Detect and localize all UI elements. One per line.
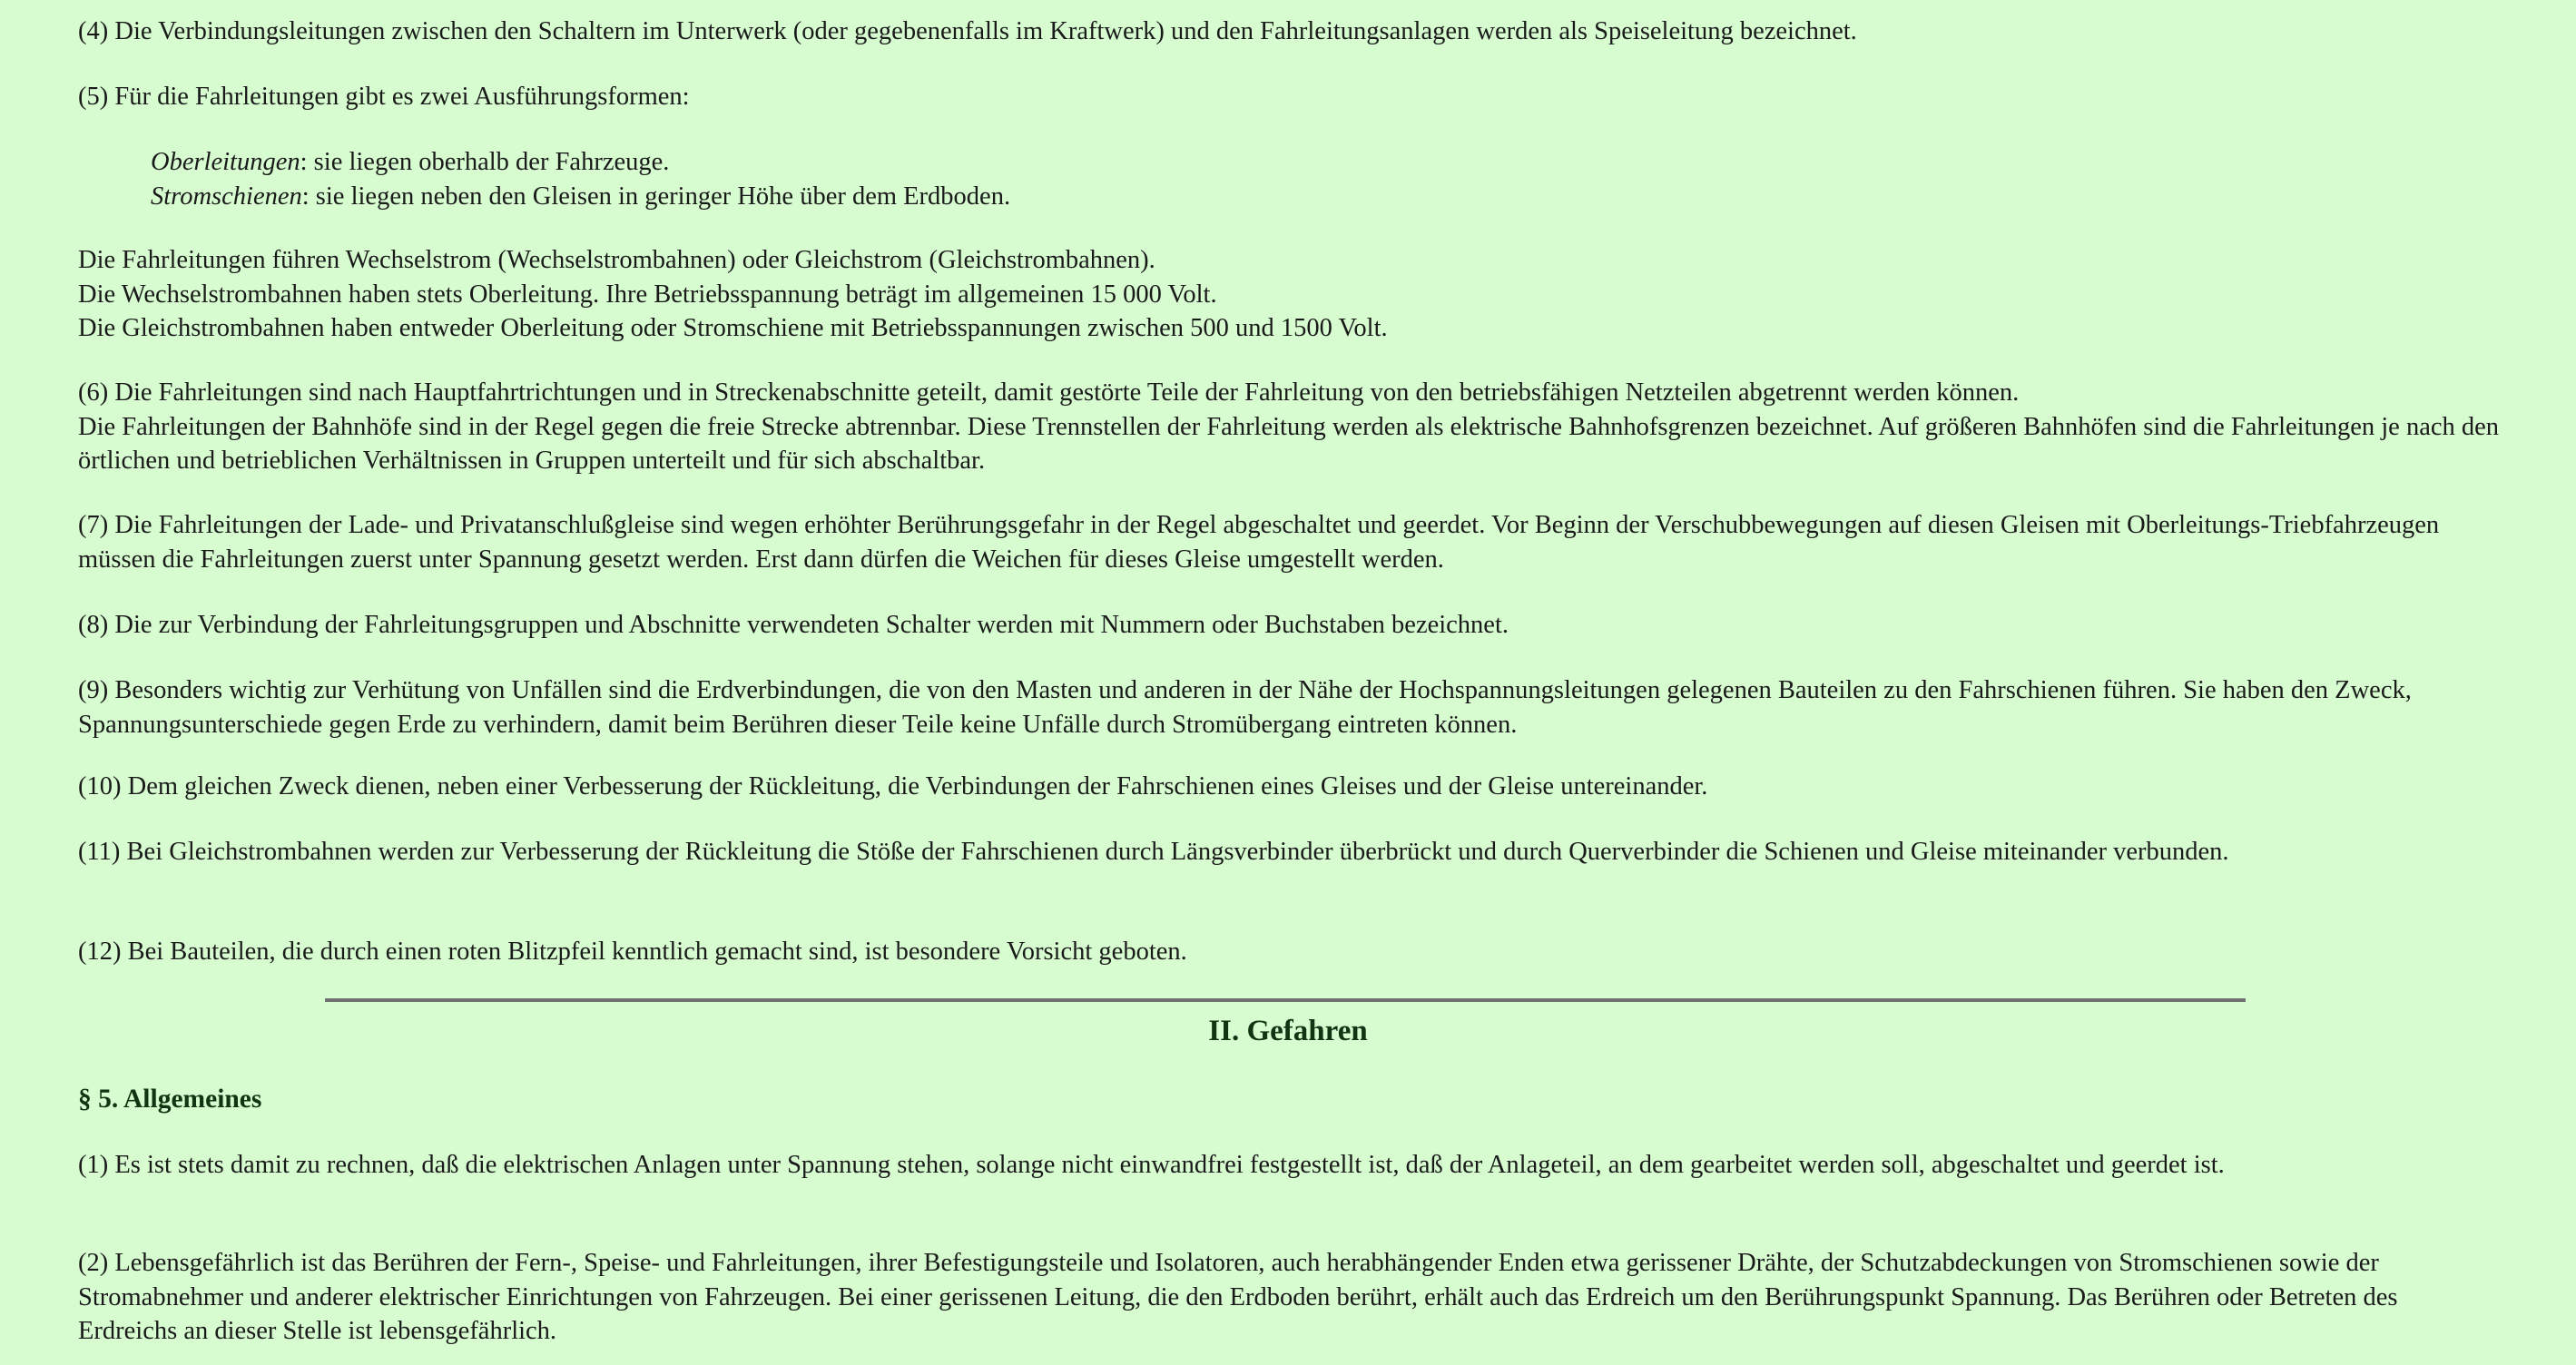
paragraph-5b: [78, 243, 2500, 346]
list-item-stromschienen: [151, 180, 2500, 214]
paragraph-4: (4) Die Verbindungsleitungen zwischen den Schaltern im Unterwerk (oder gegebenenfalls im Kraftwerk) und den Fahrleitungsanlagen werden als Speiseleitung bezeichnet.: [78, 17, 1857, 45]
list-item-oberleitungen: [151, 145, 2500, 180]
text-stromschienen: : sie liegen neben den Gleisen in geringer Höhe über dem Erdboden.: [301, 182, 1011, 211]
paragraph-5b-line-1: Die Fahrleitungen führen Wechselstrom (Wechselstrombahnen) oder Gleichstrom (Gleichstrombahnen).: [78, 246, 1155, 274]
term-oberleitungen: Oberleitungen: [151, 148, 300, 176]
paragraph-5b-line-2: Die Wechselstrombahnen haben stets Oberleitung. Ihre Betriebsspannung beträgt im allgemeinen 15 000 Volt.: [78, 280, 1217, 309]
paragraph-5-list: [78, 145, 2500, 213]
horizontal-rule: [325, 998, 2246, 1002]
paragraph-6: [78, 376, 2500, 478]
paragraph-5: (5) Für die Fahrleitungen gibt es zwei Ausführungsformen:: [78, 83, 690, 111]
section-paragraph-2: (2) Lebensgefährlich ist das Berühren der Fern-, Speise- und Fahrleitungen, ihrer Befestigungsteile und Isolatoren, auch herabhängender Enden etwa gerissener Drähte, der Schutzabdeckungen von Stromschienen sowie der Stromabnehmer und anderer elektrischer Einrichtungen von Fahrzeugen. Bei einer gerissenen Leitung, die den Erdboden berührt, erhält auch das Erdreich um den Berührungspunkt Spannung. Das Berühren oder Betreten des Erdreichs an dieser Stelle ist lebensgefährlich.: [78, 1249, 2398, 1345]
paragraph-7: (7) Die Fahrleitungen der Lade- und Privatanschlußgleise sind wegen erhöhter Berührungsgefahr in der Regel abgeschaltet und geerdet. Vor Beginn der Verschubbewegungen auf diesen Gleisen mit Oberleitungs-Triebfahrzeugen müssen die Fahrleitungen zuerst unter Spannung gesetzt werden. Erst dann dürfen die Weichen für dieses Gleise umgestellt werden.: [78, 511, 2440, 574]
section-paragraph-1: (1) Es ist stets damit zu rechnen, daß die elektrischen Anlagen unter Spannung stehen, solange nicht einwandfrei festgestellt ist, daß der Anlageteil, an dem gearbeitet werden soll, abgeschaltet und geerdet ist.: [78, 1151, 2225, 1179]
paragraph-11: (11) Bei Gleichstrombahnen werden zur Verbesserung der Rückleitung die Stöße der Fahrschienen durch Längsverbinder überbrückt und durch Querverbinder die Schienen und Gleise miteinander verbunden.: [78, 838, 2229, 866]
text-oberleitungen: : sie liegen oberhalb der Fahrzeuge.: [300, 148, 670, 176]
paragraph-5b-line-3: Die Gleichstrombahnen haben entweder Oberleitung oder Stromschiene mit Betriebsspannungen zwischen 500 und 1500 Volt.: [78, 314, 1388, 342]
paragraph-6-line-2: Die Fahrleitungen der Bahnhöfe sind in der Regel gegen die freie Strecke abtrennbar. Diese Trennstellen der Fahrleitung werden als elektrische Bahnhofsgrenzen bezeichnet. Auf größeren Bahnhöfen sind die Fahrleitungen je nach den örtlichen und betrieblichen Verhältnissen in Gruppen unterteilt und für sich abschaltbar.: [78, 412, 2500, 475]
paragraph-8: (8) Die zur Verbindung der Fahrleitungsgruppen und Abschnitte verwendeten Schalter werden mit Nummern oder Buchstaben bezeichnet.: [78, 611, 1509, 639]
subsection-title: § 5. Allgemeines: [78, 1085, 262, 1114]
term-stromschienen: Stromschienen: [151, 182, 302, 211]
paragraph-12: (12) Bei Bauteilen, die durch einen roten Blitzpfeil kenntlich gemacht sind, ist besondere Vorsicht geboten.: [78, 938, 1187, 966]
section-title: II. Gefahren: [1208, 1015, 1368, 1047]
paragraph-9: (9) Besonders wichtig zur Verhütung von Unfällen sind die Erdverbindungen, die von den Masten und anderen in der Nähe der Hochspannungsleitungen gelegenen Bauteilen zu den Fahrschienen führen. Sie haben den Zweck, Spannungsunterschiede gegen Erde zu verhindern, damit beim Berühren dieser Teile keine Unfälle durch Stromübergang eintreten können.: [78, 676, 2412, 739]
paragraph-6-line-1: (6) Die Fahrleitungen sind nach Hauptfahrtrichtungen und in Streckenabschnitte geteilt, damit gestörte Teile der Fahrleitung von den betriebsfähigen Netzteilen abgetrennt werden können.: [78, 378, 2020, 407]
paragraph-10: (10) Dem gleichen Zweck dienen, neben einer Verbesserung der Rückleitung, die Verbindungen der Fahrschienen eines Gleises und der Gleise untereinander.: [78, 772, 1708, 800]
